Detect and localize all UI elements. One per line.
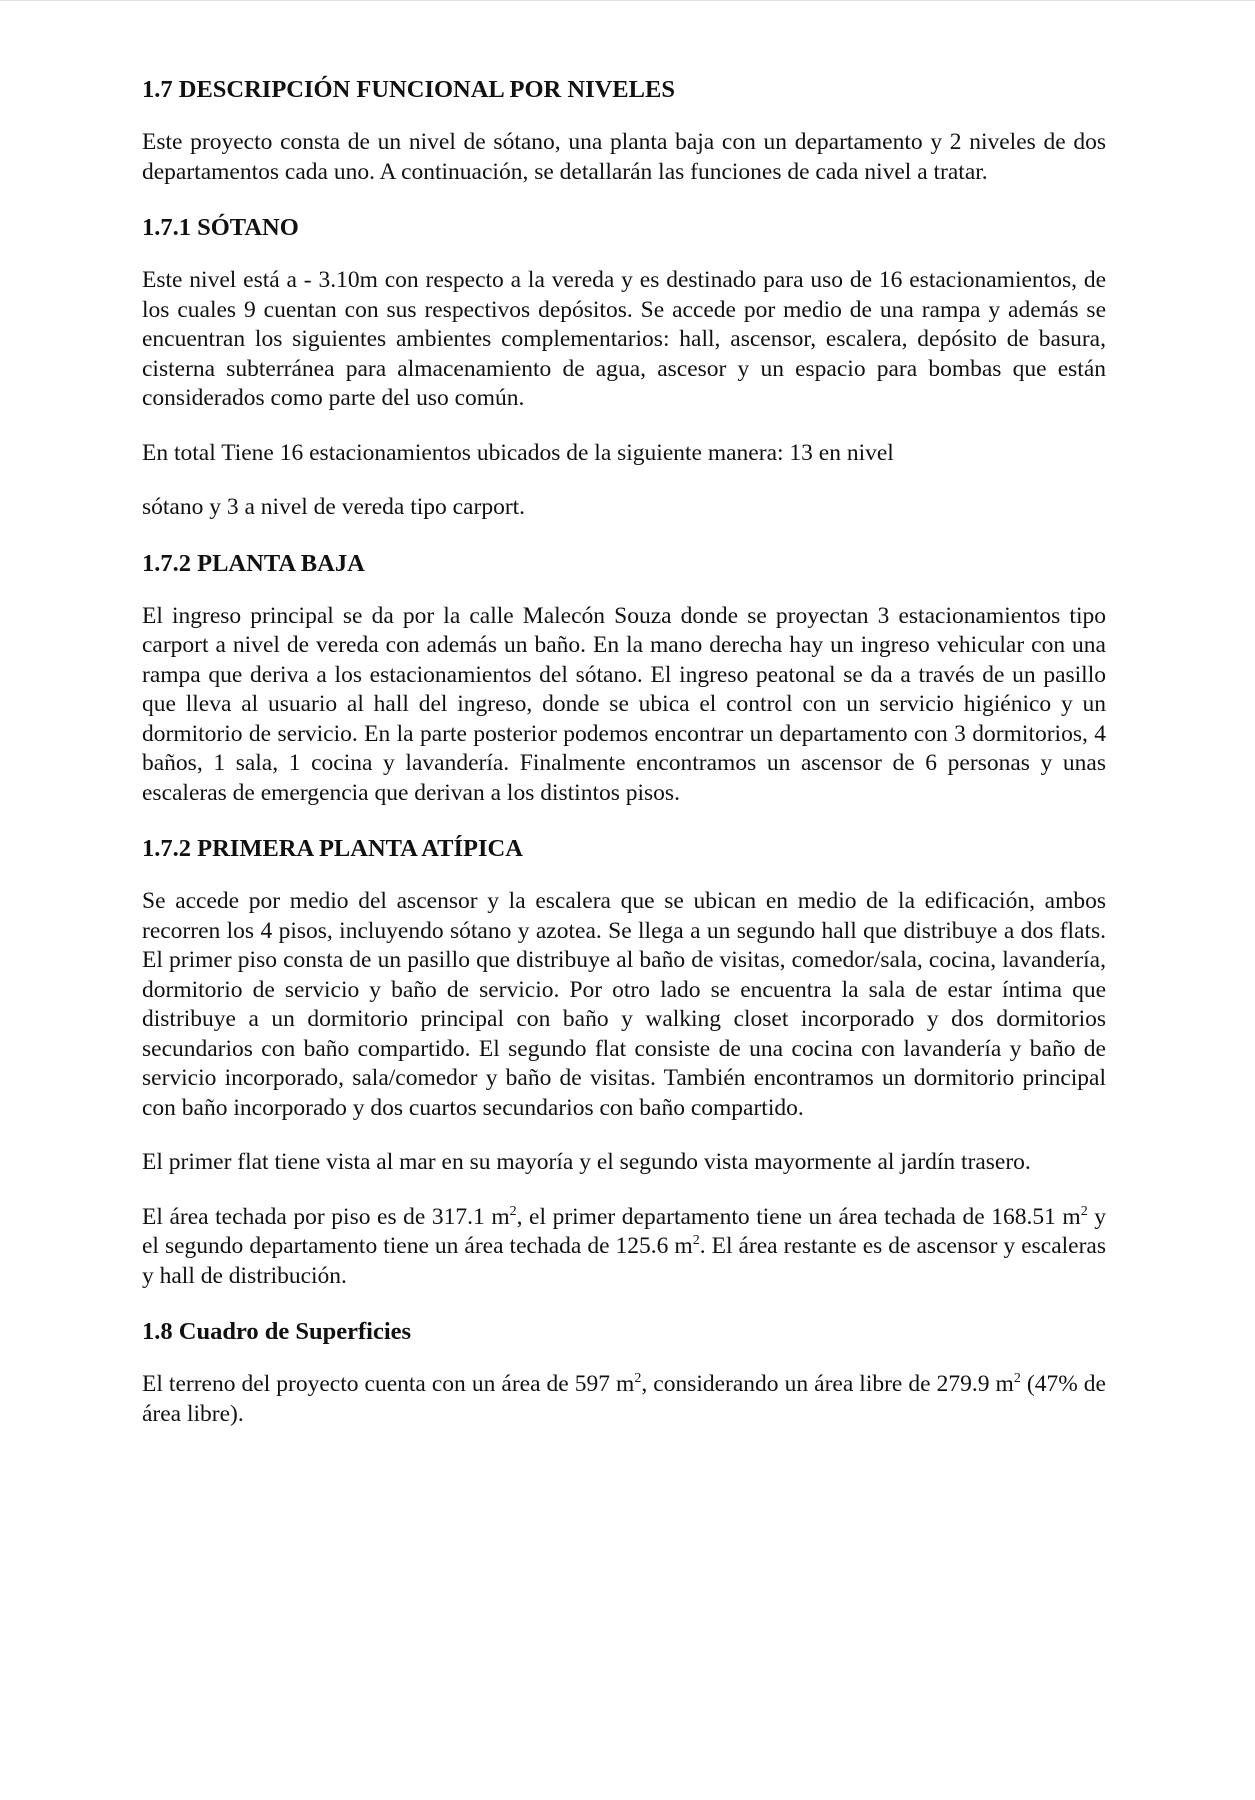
area-techada-paragraph [142, 1203, 1106, 1292]
area-text-3: y el segundo departamento tiene un área techada de 125.6 m [142, 1203, 1106, 1259]
terreno-superscript-1: 2 [634, 1371, 642, 1387]
page-top-border [0, 0, 1255, 1]
vista-paragraph: El primer flat tiene vista al mar en su mayoría y el segundo vista mayormente al jardín trasero. [142, 1149, 1031, 1175]
terreno-paragraph [142, 1370, 1106, 1429]
primera-planta-paragraph: Se accede por medio del ascensor y la escalera que se ubican en medio de la edificación, ambos recorren los 4 pisos, incluyendo sótano y azotea. Se llega a un segundo hall que distribuye a dos flats. El primer piso consta de un pasillo que distribuye al baño de visitas, comedor/sala, cocina, lavandería, dormitorio de servicio y baño de servicio. Por otro lado se encuentra la sala de estar íntima que distribuye a un dormitorio principal con baño y walking closet incorporado y dos dormitorios secundarios con baño compartido. El segundo flat consiste de una cocina con lavandería y baño de servicio incorporado, sala/comedor y baño de visitas. También encontramos un dormitorio principal con baño incorporado y dos cuartos secundarios con baño compartido. [142, 888, 1106, 1121]
section-heading-cuadro-superficies: 1.8 Cuadro de Superficies [142, 1318, 412, 1345]
area-text-1: El área techada por piso es de 317.1 m [142, 1203, 510, 1230]
section-heading-descripcion-funcional: 1.7 DESCRIPCIÓN FUNCIONAL POR NIVELES [142, 76, 675, 103]
area-superscript-3: 2 [692, 1233, 700, 1249]
terreno-text-2: , considerando un área libre de 279.9 m [641, 1371, 1014, 1397]
sotano-total-line: En total Tiene 16 estacionamientos ubicados de la siguiente manera: 13 en nivel [142, 439, 894, 466]
section-heading-primera-planta-atipica: 1.7.2 PRIMERA PLANTA ATÍPICA [142, 835, 523, 862]
section-heading-sotano: 1.7.1 SÓTANO [142, 214, 299, 241]
planta-baja-paragraph: El ingreso principal se da por la calle Malecón Souza donde se proyectan 3 estacionamientos tipo carport a nivel de vereda con además un baño. En la mano derecha hay un ingreso vehicular con una rampa que deriva a los estacionamientos del sótano. El ingreso peatonal se da a través de un pasillo que lleva al usuario al hall del ingreso, donde se ubica el control con un servicio higiénico y un dormitorio de servicio. En la parte posterior podemos encontrar un departamento con 3 dormitorios, 4 baños, 1 sala, 1 cocina y lavandería. Finalmente encontramos un ascensor de 6 personas y unas escaleras de emergencia que derivan a los distintos pisos. [142, 602, 1106, 806]
area-superscript-2: 2 [1080, 1203, 1088, 1219]
document-page [142, 74, 1106, 1454]
intro-paragraph: Este proyecto consta de un nivel de sótano, una planta baja con un departamento y 2 niveles de dos departamentos cada uno. A continuación, se detallarán las funciones de cada nivel a tratar. [142, 129, 1106, 185]
terreno-superscript-2: 2 [1013, 1371, 1021, 1387]
area-superscript-1: 2 [509, 1203, 517, 1219]
area-text-4: . El área restante es de ascensor y escaleras y hall de distribución. [142, 1233, 1106, 1289]
terreno-text-1: El terreno del proyecto cuenta con un área de 597 m [142, 1371, 635, 1397]
terreno-text-3: (47% de área libre). [142, 1371, 1106, 1427]
area-text-2: , el primer departamento tiene un área techada de 168.51 m [516, 1203, 1081, 1230]
section-heading-planta-baja: 1.7.2 PLANTA BAJA [142, 549, 365, 577]
sotano-paragraph: Este nivel está a - 3.10m con respecto a la vereda y es destinado para uso de 16 estacionamientos, de los cuales 9 cuentan con sus respectivos depósitos. Se accede por medio de una rampa y además se encuentran los siguientes ambientes complementarios: hall, ascensor, escalera, depósito de basura, cisterna subterránea para almacenamiento de agua, ascesor y un espacio para bombas que están considerados como parte del uso común. [142, 267, 1106, 411]
sotano-carport-line: sótano y 3 a nivel de vereda tipo carport. [142, 494, 526, 520]
